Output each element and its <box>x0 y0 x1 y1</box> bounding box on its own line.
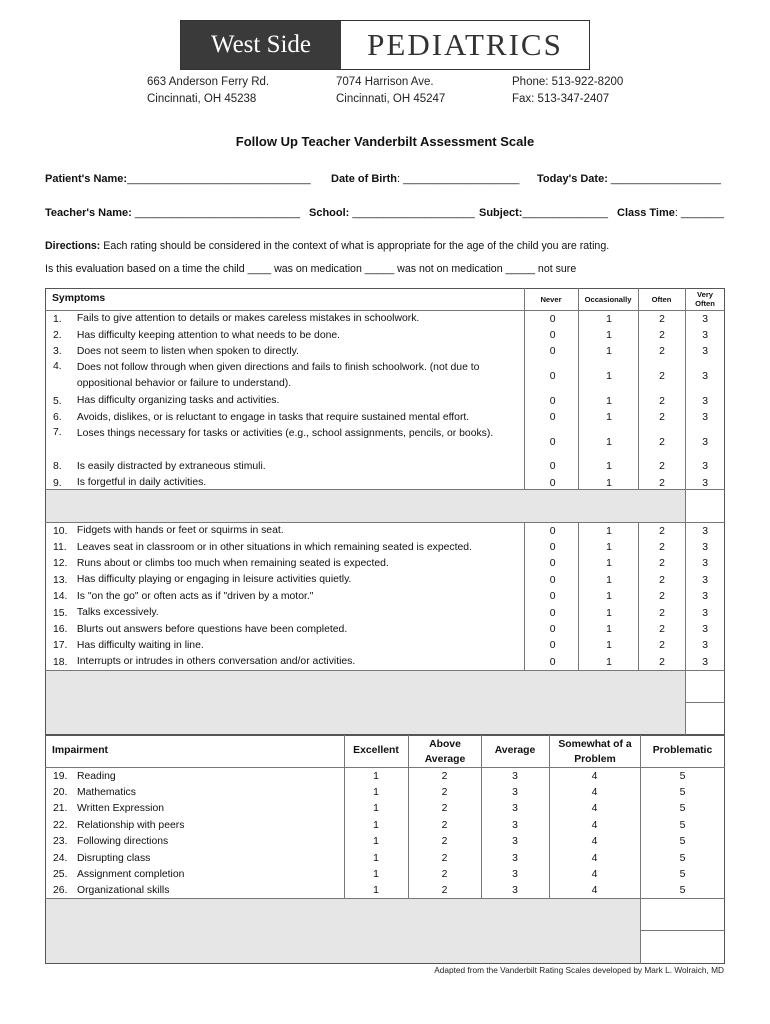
rating-very-often[interactable]: 3 <box>702 624 709 636</box>
rating-very-often[interactable]: 3 <box>702 558 709 570</box>
rating-somewhat-problem[interactable]: 4 <box>591 869 598 881</box>
rating-occasionally[interactable]: 1 <box>606 525 612 537</box>
rating-never[interactable]: 0 <box>549 313 556 325</box>
symptom-text: Has difficulty waiting in line. <box>76 639 204 651</box>
symptom-text: Runs about or climbs too much when remaining seated is expected. <box>76 557 389 569</box>
symptom-text: Has difficulty playing or engaging in leisure activities quietly. <box>76 574 352 586</box>
rating-never[interactable]: 0 <box>549 395 556 407</box>
rating-average[interactable]: 3 <box>512 885 518 897</box>
page-title: Follow Up Teacher Vanderbilt Assessment Scale <box>235 134 535 149</box>
address-line: 7074 Harrison Ave. <box>336 76 434 88</box>
rating-average[interactable]: 3 <box>512 852 518 864</box>
impairment-row <box>46 801 725 817</box>
symptom-row <box>46 621 725 637</box>
rating-occasionally[interactable]: 1 <box>606 330 612 342</box>
rating-occasionally[interactable]: 1 <box>606 412 612 424</box>
rating-occasionally[interactable]: 1 <box>606 607 612 619</box>
item-number: 6. <box>53 412 62 424</box>
rating-problematic[interactable]: 5 <box>679 819 686 831</box>
impairment-row <box>46 817 725 833</box>
item-number: 21. <box>53 803 68 815</box>
rating-occasionally[interactable]: 1 <box>606 395 612 407</box>
impairment-text: Mathematics <box>77 787 136 799</box>
rating-very-often[interactable]: 3 <box>702 525 709 537</box>
symptom-row <box>46 638 725 654</box>
rating-never[interactable]: 0 <box>549 607 556 619</box>
symptom-text: Does not follow through when given directions and fails to finish schoolwork. (not due to oppositional behavior or failure to understand). <box>76 362 480 390</box>
rating-very-often[interactable]: 3 <box>702 412 709 424</box>
rating-often[interactable]: 2 <box>659 436 665 448</box>
medication-question[interactable]: Is this evaluation based on a time the child ____ was on medication _____ was not on medication _____ not sure <box>45 263 577 275</box>
symptom-text: Fidgets with hands or feet or squirms in seat. <box>76 525 284 537</box>
rating-very-often[interactable]: 3 <box>702 436 709 448</box>
patient-name-field[interactable] <box>45 173 311 185</box>
rating-occasionally[interactable]: 1 <box>606 477 612 489</box>
rating-often[interactable]: 2 <box>659 477 665 489</box>
item-number: 13. <box>53 574 68 586</box>
symptom-row <box>46 311 725 327</box>
teacher-name-label: Teacher's Name: <box>45 207 132 219</box>
rating-occasionally[interactable]: 1 <box>606 656 612 668</box>
item-number: 4. <box>53 361 62 373</box>
subject-label: Subject: <box>479 207 523 219</box>
impairment-header: Impairment <box>52 745 109 756</box>
rating-excellent[interactable]: 1 <box>373 819 379 831</box>
class-time-label: Class Time <box>617 207 675 219</box>
rating-never[interactable]: 0 <box>549 436 556 448</box>
rating-never[interactable]: 0 <box>549 461 556 473</box>
rating-never[interactable]: 0 <box>549 558 556 570</box>
symptoms-header: Symptoms <box>52 293 106 304</box>
rating-average[interactable]: 3 <box>512 787 518 799</box>
rating-very-often[interactable]: 3 <box>702 607 709 619</box>
section-gap <box>46 898 640 963</box>
rating-never[interactable]: 0 <box>549 412 556 424</box>
rating-often[interactable]: 2 <box>659 607 665 619</box>
symptom-text: Loses things necessary for tasks or activities (e.g., school assignments, pencils, or books). <box>76 427 494 439</box>
rating-never[interactable]: 0 <box>549 656 556 668</box>
directions-label: Directions: <box>45 240 101 252</box>
blank: : _______ <box>674 207 724 219</box>
impairment-row <box>46 834 725 850</box>
rating-excellent[interactable]: 1 <box>373 770 379 782</box>
rating-often[interactable]: 2 <box>659 558 665 570</box>
rating-very-often[interactable]: 3 <box>702 591 709 603</box>
scale-very-often: Very Often <box>695 290 715 308</box>
rating-often[interactable]: 2 <box>659 640 665 652</box>
phone-text: Phone: 513-922-8200 <box>512 76 624 88</box>
logo-west-side: West Side <box>181 21 341 69</box>
rating-never[interactable]: 0 <box>549 346 556 358</box>
item-number: 16. <box>53 624 68 636</box>
rating-often[interactable]: 2 <box>659 412 665 424</box>
symptom-row <box>46 360 725 393</box>
item-number: 2. <box>53 330 62 342</box>
impairment-row <box>46 784 725 800</box>
rating-very-often[interactable]: 3 <box>702 395 709 407</box>
scale-often: Often <box>651 295 672 304</box>
rating-somewhat-problem[interactable]: 4 <box>591 770 598 782</box>
subject-field[interactable] <box>479 207 608 219</box>
item-number: 9. <box>53 477 62 489</box>
scale-excellent: Excellent <box>353 745 399 756</box>
rating-very-often[interactable]: 3 <box>702 461 709 473</box>
practice-logo <box>180 20 590 70</box>
section-gap <box>46 490 685 522</box>
footer-credit: Adapted from the Vanderbilt Rating Scales developed by Mark L. Wolraich, MD <box>434 965 724 975</box>
rating-very-often[interactable]: 3 <box>702 313 709 325</box>
todays-date-label: Today's Date: <box>537 173 608 185</box>
impairment-rows <box>46 768 725 899</box>
rating-occasionally[interactable]: 1 <box>606 436 612 448</box>
rating-occasionally[interactable]: 1 <box>606 624 612 636</box>
rating-average[interactable]: 3 <box>512 803 518 815</box>
school-label: School: <box>309 207 350 219</box>
rating-occasionally[interactable]: 1 <box>606 346 612 358</box>
rating-excellent[interactable]: 1 <box>373 885 379 897</box>
item-number: 22. <box>53 819 68 831</box>
item-number: 14. <box>53 591 68 603</box>
symptom-text: Interrupts or intrudes in others conversation and/or activities. <box>76 656 356 668</box>
blank: ___________________________ <box>131 207 301 219</box>
rating-somewhat-problem[interactable]: 4 <box>591 836 598 848</box>
symptom-text: Does not seem to listen when spoken to directly. <box>76 345 299 357</box>
item-number: 17. <box>53 640 68 652</box>
item-number: 20. <box>53 787 68 799</box>
symptom-row <box>46 654 725 670</box>
symptom-text: Has difficulty keeping attention to what needs to be done. <box>76 329 341 341</box>
symptom-row <box>46 409 725 425</box>
section-gap <box>46 671 685 734</box>
impairment-text: Organizational skills <box>77 885 170 897</box>
address-harrison <box>336 74 445 108</box>
directions-text: Each rating should be considered in the context of what is appropriate for the age of the child you are rating. <box>100 240 610 252</box>
rating-somewhat-problem[interactable]: 4 <box>591 852 598 864</box>
blank: : ___________________ <box>397 173 520 185</box>
rating-above-average[interactable]: 2 <box>441 869 448 881</box>
rating-very-often[interactable]: 3 <box>702 542 709 554</box>
class-time-field[interactable] <box>617 207 724 219</box>
symptom-row <box>46 589 725 605</box>
scale-average: Average <box>494 745 536 756</box>
rating-above-average[interactable]: 2 <box>441 885 448 897</box>
rating-somewhat-problem[interactable]: 4 <box>591 787 598 799</box>
rating-above-average[interactable]: 2 <box>441 819 448 831</box>
address-line: Cincinnati, OH 45238 <box>147 93 257 105</box>
rating-somewhat-problem[interactable]: 4 <box>591 803 598 815</box>
symptom-row <box>46 605 725 621</box>
impairment-text: Reading <box>77 770 116 782</box>
rating-often[interactable]: 2 <box>659 461 665 473</box>
symptom-row <box>46 344 725 360</box>
impairment-row <box>46 768 725 784</box>
symptom-text: Is "on the go" or often acts as if "driven by a motor." <box>76 590 314 602</box>
rating-often[interactable]: 2 <box>659 624 665 636</box>
rating-often[interactable]: 2 <box>659 313 665 325</box>
item-number: 10. <box>53 525 68 537</box>
symptom-row <box>46 523 725 539</box>
rating-excellent[interactable]: 1 <box>373 803 379 815</box>
rating-occasionally[interactable]: 1 <box>606 574 612 586</box>
rating-average[interactable]: 3 <box>512 819 518 831</box>
rating-excellent[interactable]: 1 <box>373 852 379 864</box>
dob-label: Date of Birth <box>331 173 397 185</box>
rating-occasionally[interactable]: 1 <box>606 591 612 603</box>
impairment-row <box>46 850 725 866</box>
blank: ______________ <box>522 207 609 219</box>
symptom-text: Is easily distracted by extraneous stimuli. <box>76 460 266 472</box>
dob-field[interactable] <box>331 173 519 185</box>
impairment-text: Written Expression <box>77 803 165 815</box>
rating-above-average[interactable]: 2 <box>441 803 448 815</box>
rating-average[interactable]: 3 <box>512 836 518 848</box>
blank: ______________________________ <box>127 173 311 185</box>
scale-somewhat-problem: Somewhat of a Problem <box>558 739 632 765</box>
item-number: 19. <box>53 770 68 782</box>
contact-phone-fax <box>512 74 623 108</box>
logo-pediatrics: PEDIATRICS <box>367 27 563 62</box>
rating-often[interactable]: 2 <box>659 656 665 668</box>
blank: ____________________ <box>349 207 475 219</box>
item-number: 1. <box>53 313 62 325</box>
rating-above-average[interactable]: 2 <box>441 787 448 799</box>
rating-average[interactable]: 3 <box>512 770 518 782</box>
rating-occasionally[interactable]: 1 <box>606 558 612 570</box>
scale-never: Never <box>540 295 562 304</box>
rating-occasionally[interactable]: 1 <box>606 542 612 554</box>
rating-above-average[interactable]: 2 <box>441 836 448 848</box>
symptom-text: Talks excessively. <box>76 607 159 619</box>
item-number: 23. <box>53 836 68 848</box>
item-number: 12. <box>53 558 68 570</box>
rating-often[interactable]: 2 <box>659 591 665 603</box>
rating-very-often[interactable]: 3 <box>702 371 709 383</box>
rating-often[interactable]: 2 <box>659 525 665 537</box>
symptom-row <box>46 572 725 588</box>
rating-above-average[interactable]: 2 <box>441 852 448 864</box>
rating-average[interactable]: 3 <box>512 869 518 881</box>
item-number: 26. <box>53 885 68 897</box>
symptom-row <box>46 539 725 555</box>
impairment-row <box>46 883 725 899</box>
todays-date-field[interactable] <box>537 173 721 185</box>
fax-text: Fax: 513-347-2407 <box>512 93 610 105</box>
item-number: 3. <box>53 346 62 358</box>
rating-problematic[interactable]: 5 <box>679 885 686 897</box>
rating-problematic[interactable]: 5 <box>679 770 686 782</box>
rating-never[interactable]: 0 <box>549 591 556 603</box>
rating-above-average[interactable]: 2 <box>441 770 448 782</box>
rating-never[interactable]: 0 <box>549 525 556 537</box>
item-number: 7. <box>53 426 62 438</box>
rating-problematic[interactable]: 5 <box>679 836 686 848</box>
rating-often[interactable]: 2 <box>659 395 665 407</box>
symptom-row <box>46 327 725 343</box>
school-field[interactable] <box>309 207 475 219</box>
directions <box>45 240 609 252</box>
rating-very-often[interactable]: 3 <box>702 656 709 668</box>
blank: __________________ <box>607 173 722 185</box>
address-line: Cincinnati, OH 45247 <box>336 93 446 105</box>
item-number: 25. <box>53 869 68 881</box>
item-number: 24. <box>53 852 68 864</box>
symptom-group-inattention <box>46 311 725 491</box>
impairment-text: Following directions <box>77 836 169 848</box>
impairment-text: Relationship with peers <box>77 819 185 831</box>
rating-very-often[interactable]: 3 <box>702 574 709 586</box>
rating-occasionally[interactable]: 1 <box>606 313 612 325</box>
rating-excellent[interactable]: 1 <box>373 787 379 799</box>
item-number: 5. <box>53 395 62 407</box>
scale-occasionally: Occasionally <box>584 295 632 304</box>
rating-never[interactable]: 0 <box>549 574 556 586</box>
item-number: 15. <box>53 607 68 619</box>
symptom-text: Is forgetful in daily activities. <box>76 477 207 489</box>
teacher-name-field[interactable] <box>45 207 300 219</box>
rating-never[interactable]: 0 <box>549 640 556 652</box>
rating-very-often[interactable]: 3 <box>702 330 709 342</box>
rating-excellent[interactable]: 1 <box>373 869 379 881</box>
item-number: 11. <box>53 542 67 554</box>
rating-often[interactable]: 2 <box>659 371 665 383</box>
address-line: 663 Anderson Ferry Rd. <box>147 76 270 88</box>
address-anderson <box>147 74 269 108</box>
rating-often[interactable]: 2 <box>659 542 665 554</box>
symptom-text: Has difficulty organizing tasks and activities. <box>76 395 280 407</box>
rating-problematic[interactable]: 5 <box>679 852 686 864</box>
symptom-text: Leaves seat in classroom or in other situations in which remaining seated is expected. <box>76 541 472 553</box>
symptom-row <box>46 475 725 491</box>
rating-very-often[interactable]: 3 <box>702 640 709 652</box>
impairment-text: Disrupting class <box>77 852 151 864</box>
rating-occasionally[interactable]: 1 <box>606 461 612 473</box>
rating-often[interactable]: 2 <box>659 330 665 342</box>
rating-occasionally[interactable]: 1 <box>606 371 612 383</box>
rating-never[interactable]: 0 <box>549 542 556 554</box>
symptom-group-hyperactivity <box>46 523 725 671</box>
symptom-text: Blurts out answers before questions have been completed. <box>76 623 348 635</box>
symptom-text: Avoids, dislikes, or is reluctant to engage in tasks that require sustained mental effort. <box>76 411 470 423</box>
rating-problematic[interactable]: 5 <box>679 787 686 799</box>
rating-never[interactable]: 0 <box>549 624 556 636</box>
impairment-row <box>46 866 725 882</box>
impairment-text: Assignment completion <box>77 869 185 881</box>
symptom-row <box>46 426 725 459</box>
rating-very-often[interactable]: 3 <box>702 346 709 358</box>
rating-occasionally[interactable]: 1 <box>606 640 612 652</box>
rating-never[interactable]: 0 <box>549 330 556 342</box>
rating-problematic[interactable]: 5 <box>679 869 686 881</box>
rating-problematic[interactable]: 5 <box>679 803 686 815</box>
rating-very-often[interactable]: 3 <box>702 477 709 489</box>
rating-never[interactable]: 0 <box>549 371 556 383</box>
scale-problematic: Problematic <box>652 745 713 756</box>
scale-above-average: Above Average <box>424 739 466 765</box>
symptom-row <box>46 459 725 475</box>
item-number: 18. <box>53 656 68 668</box>
rating-often[interactable]: 2 <box>659 574 665 586</box>
symptom-text: Fails to give attention to details or makes careless mistakes in schoolwork. <box>76 313 420 325</box>
rating-somewhat-problem[interactable]: 4 <box>591 819 598 831</box>
rating-somewhat-problem[interactable]: 4 <box>591 885 598 897</box>
rating-excellent[interactable]: 1 <box>373 836 379 848</box>
rating-often[interactable]: 2 <box>659 346 665 358</box>
item-number: 8. <box>53 461 62 473</box>
symptom-row <box>46 393 725 409</box>
patient-name-label: Patient's Name: <box>45 173 128 185</box>
rating-never[interactable]: 0 <box>549 477 556 489</box>
symptom-row <box>46 556 725 572</box>
